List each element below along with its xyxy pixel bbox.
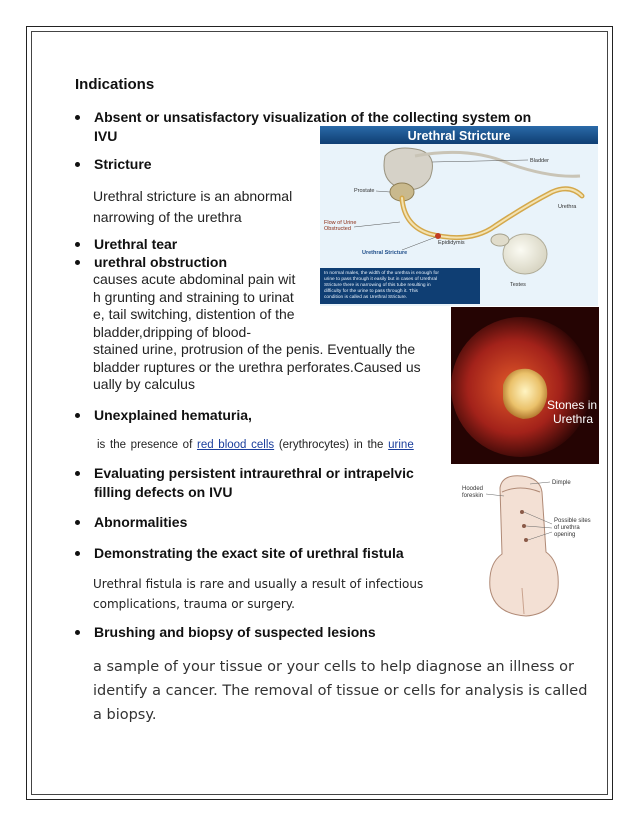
caption-line: Stricture there is narrowing of this tube resulting in bbox=[324, 283, 431, 288]
text-line: complications, trauma or surgery. bbox=[93, 597, 295, 611]
label-obstructed: Obstructed bbox=[324, 226, 351, 232]
bullet-text-cont: IVU bbox=[94, 128, 118, 144]
anatomy-sketch-illustration bbox=[460, 470, 600, 618]
bullet-text: Demonstrating the exact site of urethral fistula bbox=[94, 545, 404, 561]
figure-title: Urethral Stricture bbox=[407, 129, 511, 143]
label-possible-sites: Possible sites bbox=[554, 518, 591, 524]
bullet-dot-icon bbox=[75, 471, 80, 476]
text-line: stained urine, protrusion of the penis. Eventually the bbox=[93, 341, 416, 357]
red-blood-cells-link[interactable]: red blood cells bbox=[196, 439, 275, 451]
bullet-dot-icon bbox=[75, 162, 80, 167]
text-line: h grunting and straining to urinat bbox=[93, 288, 294, 305]
text-span: is the presence of bbox=[97, 439, 197, 451]
stones-in-urethra-figure bbox=[451, 307, 599, 464]
label-testes: Testes bbox=[510, 282, 526, 288]
bullet-text: Absent or unsatisfactory visualization of the collecting system on bbox=[94, 109, 532, 125]
caption-line: condition is called as Urethral Stricture. bbox=[324, 295, 408, 300]
fistula-description bbox=[93, 574, 423, 614]
stone-caption-line1: Stones in bbox=[547, 398, 598, 412]
bullet-text: urethral obstruction bbox=[94, 254, 228, 270]
text-line: ually by calculus bbox=[93, 376, 195, 392]
bullet-text: Urethral tear bbox=[94, 236, 178, 252]
stone-caption-line2: Urethra bbox=[553, 412, 594, 426]
stricture-anatomy-illustration bbox=[320, 126, 598, 306]
bullet-text: Evaluating persistent intraurethral or intrapelvic bbox=[94, 465, 414, 481]
caption-line: urine to pass through it easily but in cases of Urethral bbox=[324, 277, 438, 282]
text-line: e, tail switching, distention of the bbox=[93, 306, 295, 322]
caption-line: In normal males, the width of the urethra is enough for bbox=[324, 271, 439, 276]
text-line: bladder,dripping of blood- bbox=[93, 323, 252, 340]
urethral-stricture-figure bbox=[320, 126, 598, 306]
bullet-dot-icon bbox=[75, 242, 80, 247]
bullet-dot-icon bbox=[75, 551, 80, 556]
bullet-dot-icon bbox=[75, 630, 80, 635]
label-of-urethra: of urethra bbox=[554, 525, 580, 531]
label-opening: opening bbox=[554, 532, 576, 538]
endoscopic-stone-image bbox=[451, 307, 599, 464]
text-line: narrowing of the urethra bbox=[93, 209, 242, 225]
hematuria-description bbox=[97, 437, 414, 453]
bullet-dot-icon bbox=[75, 260, 80, 265]
biopsy-description bbox=[93, 655, 587, 727]
bullet-text: Stricture bbox=[94, 156, 152, 172]
text-line: causes acute abdominal pain wit bbox=[93, 271, 296, 287]
label-urethra: Urethra bbox=[558, 204, 577, 210]
section-heading: Indications bbox=[75, 76, 155, 93]
label-bladder: Bladder bbox=[530, 158, 549, 164]
label-urethral-stricture: Urethral Stricture bbox=[362, 250, 408, 256]
label-epididymis: Epididymis bbox=[438, 240, 465, 246]
bullet-dot-icon bbox=[75, 413, 80, 418]
stricture-description bbox=[93, 186, 292, 228]
label-foreskin: foreskin bbox=[462, 493, 484, 499]
text-line: a sample of your tissue or your cells to help diagnose an illness or bbox=[93, 659, 574, 675]
label-flow-urine: Flow of Urine bbox=[324, 220, 357, 226]
text-line: identify a cancer. The removal of tissue or cells for analysis is called bbox=[93, 683, 588, 699]
bullet-dot-icon bbox=[75, 520, 80, 525]
bullet-text: Brushing and biopsy of suspected lesions bbox=[94, 624, 376, 640]
text-line: Urethral fistula is rare and usually a result of infectious bbox=[93, 577, 424, 591]
urethra-opening-sites-figure bbox=[460, 470, 600, 618]
label-prostate: Prostate bbox=[354, 188, 375, 194]
text-line: Urethral stricture is an abnormal bbox=[93, 188, 293, 204]
text-line: bladder ruptures or the urethra perforates.Caused us bbox=[93, 358, 421, 375]
bullet-text: Unexplained hematuria, bbox=[94, 407, 252, 423]
caption-line: difficulty for the urine to pass through it. This bbox=[324, 289, 418, 294]
label-dimple: Dimple bbox=[552, 480, 571, 486]
bullet-text: Abnormalities bbox=[94, 514, 188, 530]
label-hooded: Hooded bbox=[462, 486, 484, 492]
text-span: (erythrocytes) in the bbox=[274, 439, 389, 451]
bullet-dot-icon bbox=[75, 115, 80, 120]
text-line: a biopsy. bbox=[93, 707, 157, 723]
bullet-text-cont: filling defects on IVU bbox=[94, 484, 233, 500]
urine-link[interactable]: urine bbox=[388, 439, 414, 451]
